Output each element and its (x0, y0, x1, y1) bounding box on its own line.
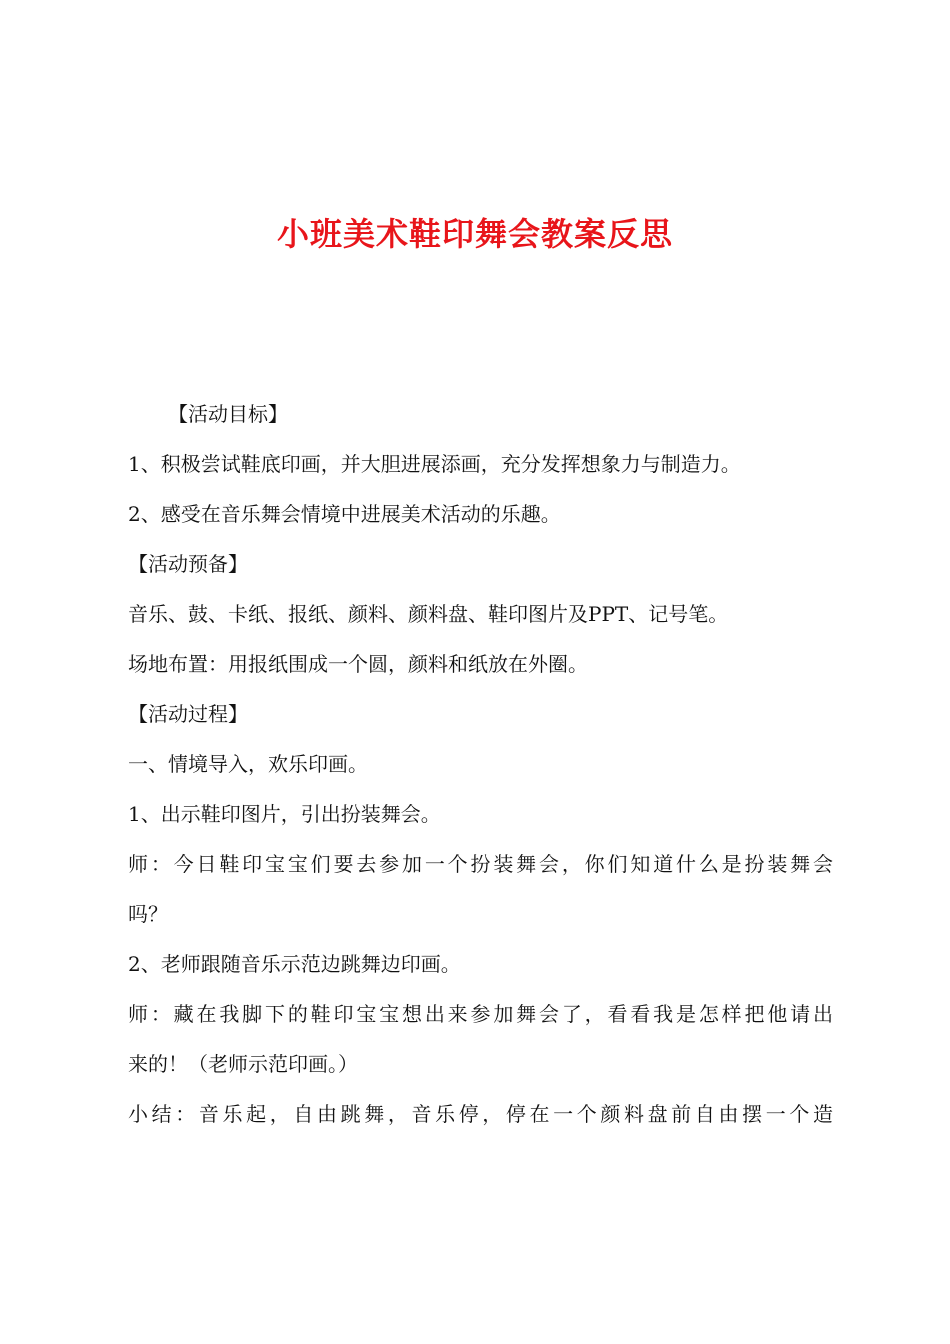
paragraph-line: 师：藏在我脚下的鞋印宝宝想出来参加舞会了，看看我是怎样把他请出 (128, 1002, 833, 1026)
paragraph-line: 一、情境导入，欢乐印画。 (128, 752, 368, 776)
paragraph-line: 1、积极尝试鞋底印画，并大胆进展添画，充分发挥想象力与制造力。 (128, 452, 741, 476)
document-body (128, 396, 833, 1146)
paragraph-line: 1、出示鞋印图片，引出扮装舞会。 (128, 802, 441, 826)
paragraph-line: 2、感受在音乐舞会情境中进展美术活动的乐趣。 (128, 502, 561, 526)
paragraph-line: 小结：音乐起，自由跳舞，音乐停，停在一个颜料盘前自由摆一个造 (128, 1102, 833, 1126)
paragraph-line: 音乐、鼓、卡纸、报纸、颜料、颜料盘、鞋印图片及PPT、记号笔。 (128, 602, 729, 626)
page-title: 小班美术鞋印舞会教案反思 (276, 215, 673, 253)
paragraph-line: 来的！（老师示范印画。） (128, 1052, 358, 1076)
section-heading-preparation: 【活动预备】 (128, 552, 248, 576)
paragraph-line: 场地布置：用报纸围成一个圆，颜料和纸放在外圈。 (128, 652, 588, 676)
section-heading-process: 【活动过程】 (128, 702, 248, 726)
paragraph-line: 2、老师跟随音乐示范边跳舞边印画。 (128, 952, 461, 976)
section-heading-goals: 【活动目标】 (168, 402, 288, 426)
paragraph-line: 吗？ (128, 902, 168, 926)
paragraph-line: 师：今日鞋印宝宝们要去参加一个扮装舞会，你们知道什么是扮装舞会 (128, 852, 833, 876)
